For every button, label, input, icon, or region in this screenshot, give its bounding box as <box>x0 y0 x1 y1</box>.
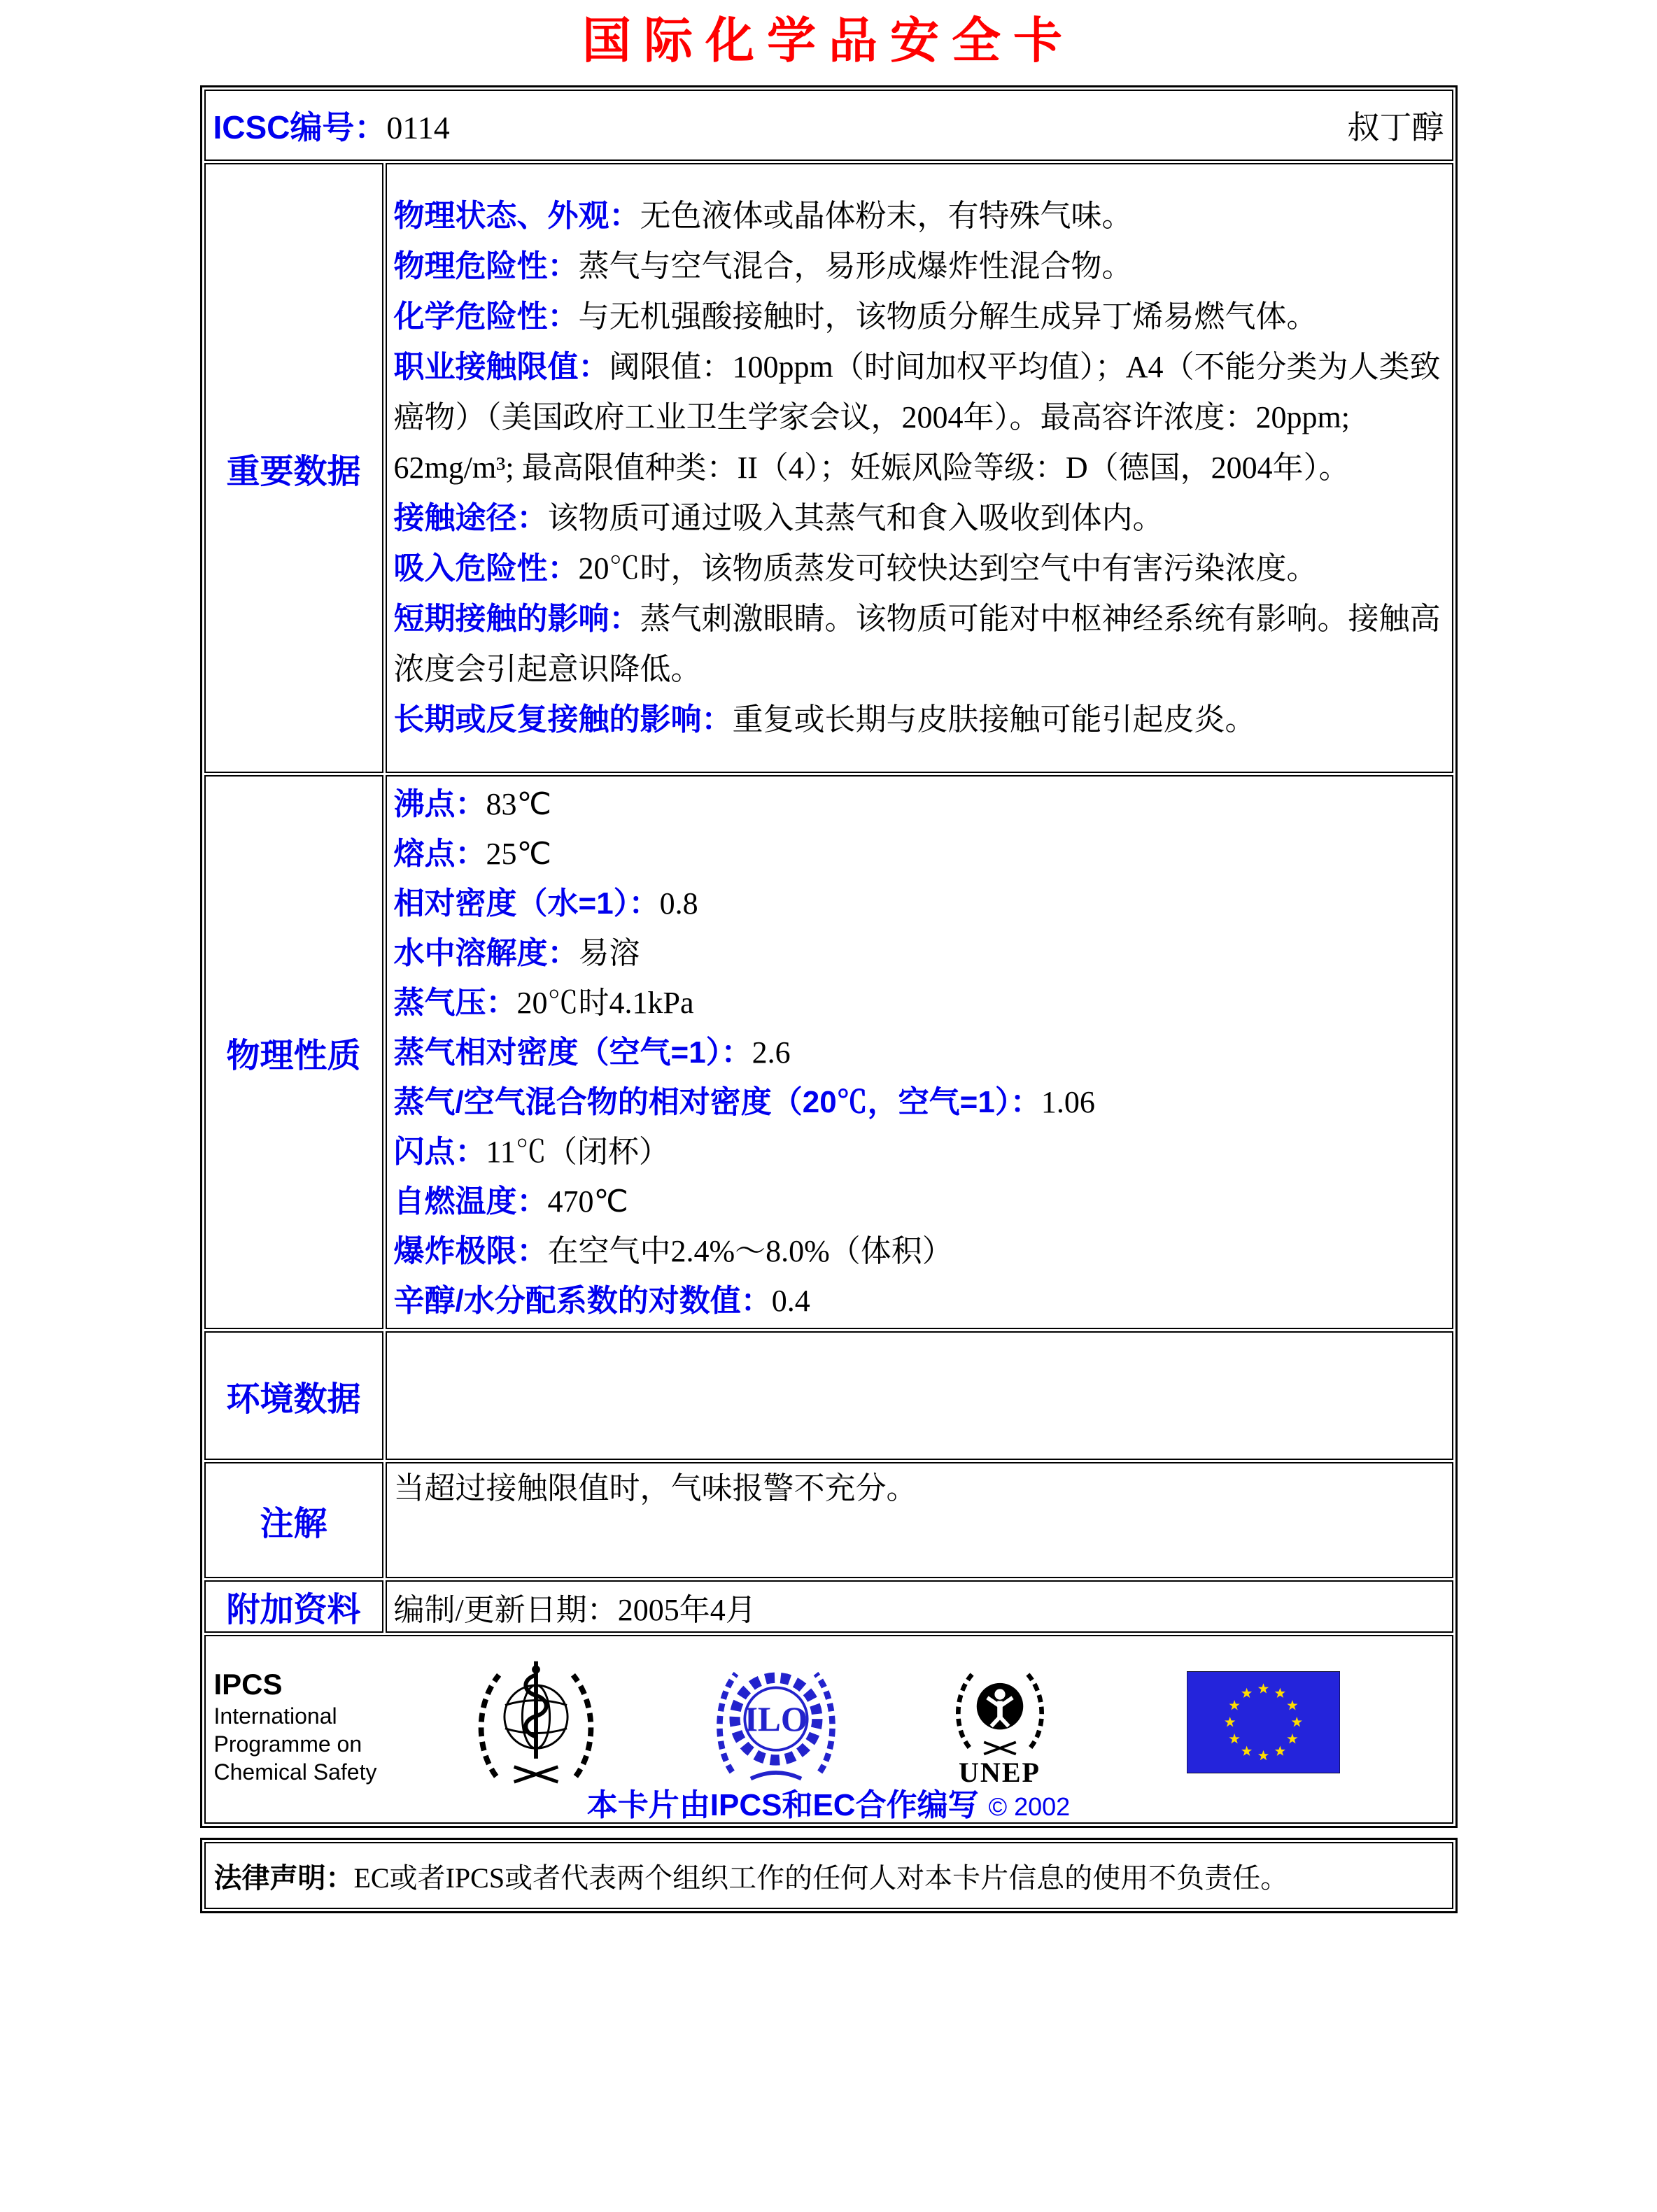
field-value: 蒸气刺激眼睛。该物质可能对中枢神经系统有影响。接触高浓度会引起意识降低。 <box>393 602 1441 686</box>
ipcs-subtitle-line: International <box>213 1703 337 1729</box>
row-label-additional-info: 附加资料 <box>204 1580 383 1633</box>
icsc-main-table <box>200 85 1458 1828</box>
ipcs-subtitle-line: Chemical Safety <box>213 1759 377 1785</box>
legal-text: EC或者IPCS或者代表两个组织工作的任何人对本卡片信息的使用不负责任。 <box>353 1862 1289 1894</box>
field-label: 闪点： <box>393 1134 486 1169</box>
field-label: 沸点： <box>393 786 486 821</box>
important-data-item <box>394 191 1442 241</box>
additional-info-content: 编制/更新日期：2005年4月 <box>386 1580 1453 1633</box>
legal-table <box>200 1838 1458 1913</box>
field-label: 爆炸极限： <box>393 1233 548 1268</box>
field-label: 吸入危险性： <box>393 551 579 586</box>
field-value: 83℃ <box>486 786 551 821</box>
field-value: 重复或长期与皮肤接触可能引起皮炎。 <box>732 702 1256 737</box>
physical-property-item <box>394 928 1442 978</box>
physical-property-item <box>394 1127 1442 1177</box>
eu-flag-icon <box>1187 1671 1340 1773</box>
physical-properties-content <box>386 775 1453 1329</box>
field-value: 0.8 <box>659 886 698 921</box>
field-label: 水中溶解度： <box>393 935 579 970</box>
environmental-data-content <box>386 1331 1453 1460</box>
field-value: 2.6 <box>752 1035 791 1070</box>
physical-property-item <box>394 829 1442 879</box>
icsc-number-value: 0114 <box>386 110 450 146</box>
caption-text: 本卡片由IPCS和EC合作编写 <box>586 1788 979 1822</box>
field-label: 化学危险性： <box>393 299 579 334</box>
legal-label: 法律声明： <box>213 1862 354 1894</box>
ipcs-subtitle-line: Programme on <box>213 1731 362 1757</box>
field-value: 470℃ <box>547 1184 628 1219</box>
field-value: 20℃时，该物质蒸发可较快达到空气中有害污染浓度。 <box>578 551 1318 586</box>
ilo-logo-icon <box>710 1654 842 1787</box>
icsc-number-label: ICSC编号： <box>213 109 387 146</box>
ilo-logo-text: ILO <box>744 1700 808 1739</box>
physical-property-item <box>394 978 1442 1028</box>
row-label-environmental-data: 环境数据 <box>204 1331 383 1460</box>
physical-property-item <box>394 1177 1442 1226</box>
important-data-content <box>386 163 1453 773</box>
notes-row <box>204 1462 1453 1578</box>
cooperation-caption <box>206 1789 1452 1822</box>
field-value: 阈限值：100ppm（时间加权平均值）；A4（不能分类为人类致癌物）（美国政府工业卫生学家会议，2004年）。最高容许浓度：20ppm; 62mg/m³; 最高限值种类：II（4）；妊娠风险等级：D（德国，2004年）。 <box>393 350 1441 485</box>
important-data-item <box>394 342 1442 493</box>
unep-logo-icon <box>947 1654 1053 1761</box>
icsc-number-group <box>213 102 450 148</box>
important-data-row <box>204 163 1453 773</box>
field-value: 25℃ <box>486 836 551 871</box>
field-label: 物理状态、外观： <box>393 199 640 233</box>
row-label-important-data: 重要数据 <box>204 163 383 773</box>
field-value: 在空气中2.4%～8.0%（体积） <box>547 1233 953 1268</box>
additional-info-row <box>204 1580 1453 1633</box>
field-label: 物理危险性： <box>393 249 579 283</box>
row-label-physical-properties: 物理性质 <box>204 775 383 1329</box>
physical-property-item <box>394 1077 1442 1127</box>
physical-properties-row <box>204 775 1453 1329</box>
unep-logo-text: UNEP <box>959 1756 1041 1788</box>
field-value: 蒸气与空气混合，易形成爆炸性混合物。 <box>578 249 1133 283</box>
field-label: 相对密度（水=1）： <box>393 886 660 921</box>
legal-cell <box>204 1842 1453 1909</box>
field-value: 11℃（闭杯） <box>486 1134 670 1169</box>
field-value: 1.06 <box>1041 1084 1095 1119</box>
field-label: 接触途径： <box>393 501 548 535</box>
header-cell <box>204 90 1453 161</box>
ipcs-title: IPCS <box>213 1668 283 1701</box>
row-label-notes: 注解 <box>204 1462 383 1578</box>
important-data-item <box>394 493 1442 544</box>
field-label: 蒸气相对密度（空气=1）： <box>393 1035 752 1070</box>
field-label: 职业接触限值： <box>393 350 609 384</box>
who-logo-icon <box>467 1652 605 1789</box>
icsc-card <box>200 0 1458 1913</box>
field-value: 该物质可通过吸入其蒸气和食入吸收到体内。 <box>547 501 1164 535</box>
field-value: 20℃时4.1kPa <box>516 985 694 1020</box>
field-label: 辛醇/水分配系数的对数值： <box>393 1283 772 1318</box>
notes-content <box>386 1462 1453 1578</box>
physical-property-item <box>394 779 1442 829</box>
important-data-item <box>394 695 1442 745</box>
logos-row <box>204 1635 1453 1824</box>
field-label: 自燃温度： <box>393 1184 548 1219</box>
field-label: 长期或反复接触的影响： <box>393 702 733 737</box>
field-label: 蒸气/空气混合物的相对密度（20℃，空气=1）： <box>393 1084 1041 1119</box>
important-data-item <box>394 544 1442 594</box>
field-value: 无色液体或晶体粉末，有特殊气味。 <box>640 199 1133 233</box>
field-label: 蒸气压： <box>393 985 517 1020</box>
field-label: 熔点： <box>393 836 486 871</box>
physical-property-item <box>394 879 1442 928</box>
notes-text: 当超过接触限值时，气味报警不充分。 <box>393 1471 917 1505</box>
important-data-item <box>394 292 1442 342</box>
chemical-name: 叔丁醇 <box>1347 110 1444 146</box>
environmental-data-row <box>204 1331 1453 1460</box>
unep-logo-block <box>940 1654 1059 1787</box>
important-data-item <box>394 594 1442 695</box>
physical-property-item <box>394 1276 1442 1326</box>
physical-property-item <box>394 1028 1442 1077</box>
field-value: 与无机强酸接触时，该物质分解生成异丁烯易燃气体。 <box>578 299 1318 334</box>
field-value: 易溶 <box>578 935 640 970</box>
legal-row <box>204 1842 1453 1909</box>
field-label: 短期接触的影响： <box>393 602 640 636</box>
important-data-item <box>394 241 1442 292</box>
header-row <box>204 90 1453 161</box>
copyright-text: © 2002 <box>988 1792 1071 1821</box>
page-title: 国际化学品安全卡 <box>582 13 1075 68</box>
logos-cell <box>204 1635 1453 1824</box>
physical-property-item <box>394 1226 1442 1276</box>
field-value: 0.4 <box>771 1283 810 1318</box>
ipcs-text-block <box>214 1652 403 1786</box>
